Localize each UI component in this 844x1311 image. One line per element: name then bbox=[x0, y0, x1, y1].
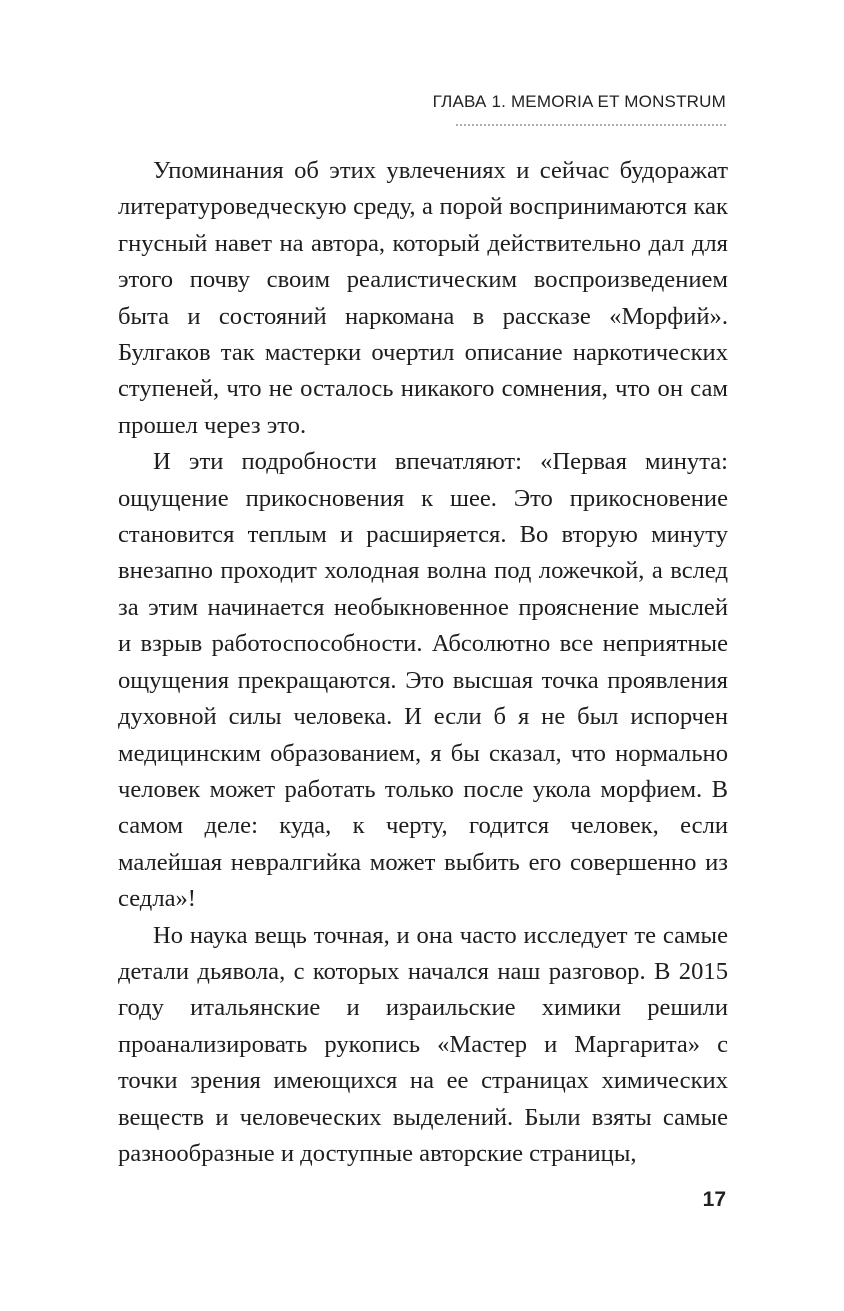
running-head: ГЛАВА 1. MEMORIA ET MONSTRUM bbox=[432, 92, 726, 111]
paragraph-2: И эти подробности впечатляют: «Первая минута: ощущение прикосновения к шее. Это прикосновение становится теплым и расширяется. Во вторую минуту внезапно проходит холодная волна под ложечкой, а вслед за этим начинается необыкновенное прояснение мыслей и взрыв работоспособности. Абсолютно все неприятные ощущения прекращаются. Это высшая точка проявления духовной силы человека. И если б я не был испорчен медицинским образованием, я бы сказал, что нормально человек может работать только после укола морфием. В самом деле: куда, к черту, годится человек, если малейшая невралгийка может выбить его совершенно из седла»! bbox=[118, 448, 728, 913]
page-number: 17 bbox=[702, 1188, 726, 1211]
paragraph-3: Но наука вещь точная, и она часто исследует те самые детали дьявола, с которых начался наш разговор. В 2015 году итальянские и израильские химики решили проанализировать рукопись «Мастер и Маргарита» с точки зрения имеющихся на ее страницах химических веществ и человеческих выделений. Были взяты самые разнообразные и доступные авторские страницы, bbox=[118, 921, 728, 1167]
body-text bbox=[118, 153, 728, 1172]
header-divider bbox=[456, 124, 726, 126]
paragraph-1: Упоминания об этих увлечениях и сейчас будоражат литературоведческую среду, а порой воспринимаются как гнусный навет на автора, который действительно дал для этого почву своим реалистическим воспроизведением быта и состояний наркомана в рассказе «Морфий». Булгаков так мастерки очертил описание наркотических ступеней, что не осталось никакого сомнения, что он сам прошел через это. bbox=[118, 157, 728, 439]
